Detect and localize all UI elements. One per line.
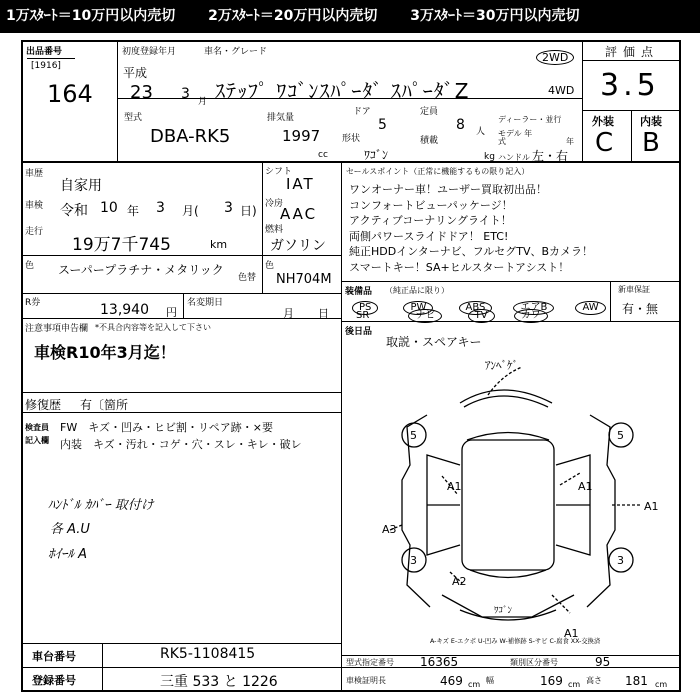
shape-label: 形状 [342,134,361,144]
ac-label: 冷房 [265,199,284,209]
sales-label: セールスポイント（正常に機能するもの限り記入） [346,167,530,176]
legend-fw: FW キズ・凹み・ヒビ割・リペア跡・×要 [60,421,273,434]
length-unit: cm [468,680,481,689]
color-label: 色 [25,261,35,271]
load-label: 積載 [420,136,439,146]
height-unit: cm [655,680,668,689]
rule-3: 3万ｽﾀｰﾄ＝30万円以内売切 [410,8,580,24]
diagram-wheel-rr: 3 [617,554,624,567]
after-label: 後日品 [345,327,373,337]
mileage-value: 19万7千745 [72,235,171,255]
plate-value: 三重 533 と 1226 [160,674,278,690]
exterior-label: 外装 [592,115,614,128]
diagram-wheel-fl: 5 [410,429,417,442]
displacement-label: 排気量 [267,113,295,123]
sales-point: ワンオーナー車！ユーザー買取初出品！ [349,183,547,196]
warranty-label: 新車保証 [618,285,650,294]
model-year-suffix: 年 [566,137,574,146]
interior-label: 内装 [640,115,662,128]
equip-pw: PW [403,301,433,315]
after-value: 取説・スペアキー [386,335,482,349]
fuel-value: ガソリン [270,238,326,254]
inspection-year: 10 [100,200,118,216]
capacity-label: 定員 [420,107,439,117]
r-unit: 円 [166,306,177,319]
reg-era: 平成 [123,66,148,80]
shift-label: シフト [265,167,293,177]
lot-code: [1916] [31,61,61,71]
length-value: 469 [440,674,463,688]
fuel-label: 燃料 [265,225,284,235]
diagram-top-label: ｱﾝﾍﾞｹﾞ [485,359,518,372]
inspection-year-unit: 年 [127,204,140,218]
handnote-line-1: ﾊﾝﾄﾞﾙ ｶﾊﾞｰ 取付け [48,498,154,513]
width-unit: cm [568,680,581,689]
meter-label: 名変期日 [187,298,224,308]
sales-point: アクティブコーナリングライト！ [349,214,512,228]
shape-value: ﾜｺﾞﾝ [364,148,389,162]
inspection-era: 令和 [60,203,88,219]
diagram-label-a1-right: A1 [578,480,593,493]
car-name: ｽﾃｯﾌﾟ ﾜｺﾞﾝｽﾊﾟｰﾀﾞ ｽﾊﾟｰﾀﾞZ [215,79,470,103]
legend-title-2: 記入欄 [25,436,49,445]
model-value: DBA-RK5 [150,126,231,147]
diagram-wheel-fr: 5 [617,429,624,442]
inspection-month: 3 [156,200,165,216]
reg-month: 3 [181,86,190,102]
notes-text: 車検R10年3月迄！ [34,343,176,362]
capacity-unit: 人 [476,127,486,137]
drive-2wd: 2WD [536,50,574,65]
notes-label: 注意事項申告欄 [25,324,89,334]
model-label: 型式 [124,113,143,123]
equip-leather: カワ [514,309,548,323]
inspection-month-unit: 月( [182,204,199,218]
color-value: スーパープラチナ・メタリック [58,263,224,277]
reg-year: 23 [130,82,153,103]
dealer-label: ディーラー・並行 [498,115,562,124]
equip-abs: ABS [459,301,493,315]
doors-value: 5 [378,117,387,133]
equip-ps: PS [352,301,378,315]
chassis-value: RK5-1108415 [160,646,256,662]
class-label: 類別区分番号 [510,658,558,667]
displacement-value: 1997 [282,127,321,145]
reg-month-unit: 月 [198,97,208,107]
inspection-label: 車検 [25,201,44,211]
inspection-day-unit: 日) [240,204,257,218]
displacement-unit: cc [318,150,328,160]
diagram-label-a1-left: A1 [447,480,462,493]
score-value: 3.5 [600,68,660,103]
diagram-key: A-キズ E-エクボ U-凹み W-補修跡 S-サビ C-腐食 XX-交換済 [430,638,601,645]
handnote-line-2: 各 A.U [50,522,90,537]
type-label: 型式指定番号 [346,658,394,667]
sales-point: コンフォートビューパッケージ！ [349,198,513,212]
height-value: 181 [625,674,648,688]
use-value: 自家用 [60,178,102,194]
doors-label: ドア [353,107,371,117]
damage-diagram [342,355,680,640]
height-label: 高さ [586,676,602,685]
meter-month: 月 [283,307,294,320]
use-label: 車歴 [25,169,44,179]
equip-navi: ナビ [408,309,442,323]
legend-title-1: 検査員 [25,423,49,432]
equip-aw: AW [575,301,605,315]
handle-label: ハンドル [498,153,530,162]
rule-1: 1万ｽﾀｰﾄ＝10万円以内売切 [6,8,176,24]
equip-airbag: エアB [513,301,554,315]
exterior-grade: C [595,128,614,158]
ac-value: AAC [280,205,318,223]
shift-value: IAT [286,175,315,193]
warranty-value: 有・無 [622,302,659,316]
repair-value: 有〔箇所 [80,398,129,412]
mileage-unit: km [210,238,228,251]
r-label: R券 [25,298,41,308]
r-value: 13,940 [100,302,149,318]
equip-tv: TV [468,309,495,323]
color-code-label: 色替 [238,273,257,283]
equipment-note: （純正品に限り） [385,286,449,295]
drive-4wd: 4WD [548,84,575,97]
lot-label: 出品番号 [26,47,63,57]
interior-grade: B [642,128,660,158]
load-unit: kg [484,152,495,162]
name-label: 車名・グレード [204,47,268,57]
rule-2: 2万ｽﾀｰﾄ＝20万円以内売切 [208,8,378,24]
reg-label: 初度登録年月 [122,47,177,57]
width-label: 幅 [486,676,494,685]
notes-sub: *不具合内容等を記入して下さい [95,323,211,332]
handnote-line-3: ﾎｲｰﾙ A [48,547,88,562]
model-year-label: モデル 年式 [498,129,533,146]
repair-label: 修復歴 [25,398,62,412]
sales-point: 両側パワースライドドア！ ETC! [349,229,509,243]
mileage-label: 走行 [25,227,44,237]
capacity-value: 8 [456,117,465,133]
diagram-bottom-label: ﾜｺﾞﾝ [494,606,513,616]
diagram-label-a1-far: A1 [644,500,659,513]
sales-point: 純正HDDインターナビ、フルセグTV、Bカメラ！ [349,245,594,259]
legend-interior: 内装 キズ・汚れ・コゲ・穴・スレ・キレ・破レ [60,438,302,451]
length-label: 車検証明長 [346,676,386,685]
class-value: 95 [595,655,611,669]
chassis-label: 車台番号 [32,650,76,663]
width-value: 169 [540,674,563,688]
color-code: NH704M [276,272,332,287]
plate-label: 登録番号 [32,674,76,687]
equip-sr: SR [356,310,370,321]
score-label: 評価点 [605,45,660,59]
inspection-day: 3 [224,200,233,216]
lot-number: 164 [47,80,93,108]
diagram-label-a2: A2 [452,575,467,588]
diagram-wheel-rl: 3 [410,554,417,567]
handle-value: 左・右 [532,149,569,163]
sales-points [349,182,593,276]
color-label-2: 色 [265,261,275,271]
diagram-label-a3: A3 [382,523,397,536]
equipment-label: 装備品 [345,287,373,297]
sales-point: スマートキー！SA+ヒルスタートアシスト！ [349,260,570,274]
type-value: 16365 [420,655,459,669]
meter-day: 日 [318,307,329,320]
auction-rules-banner [0,0,700,33]
diagram-label-a1-bottom: A1 [564,627,579,640]
